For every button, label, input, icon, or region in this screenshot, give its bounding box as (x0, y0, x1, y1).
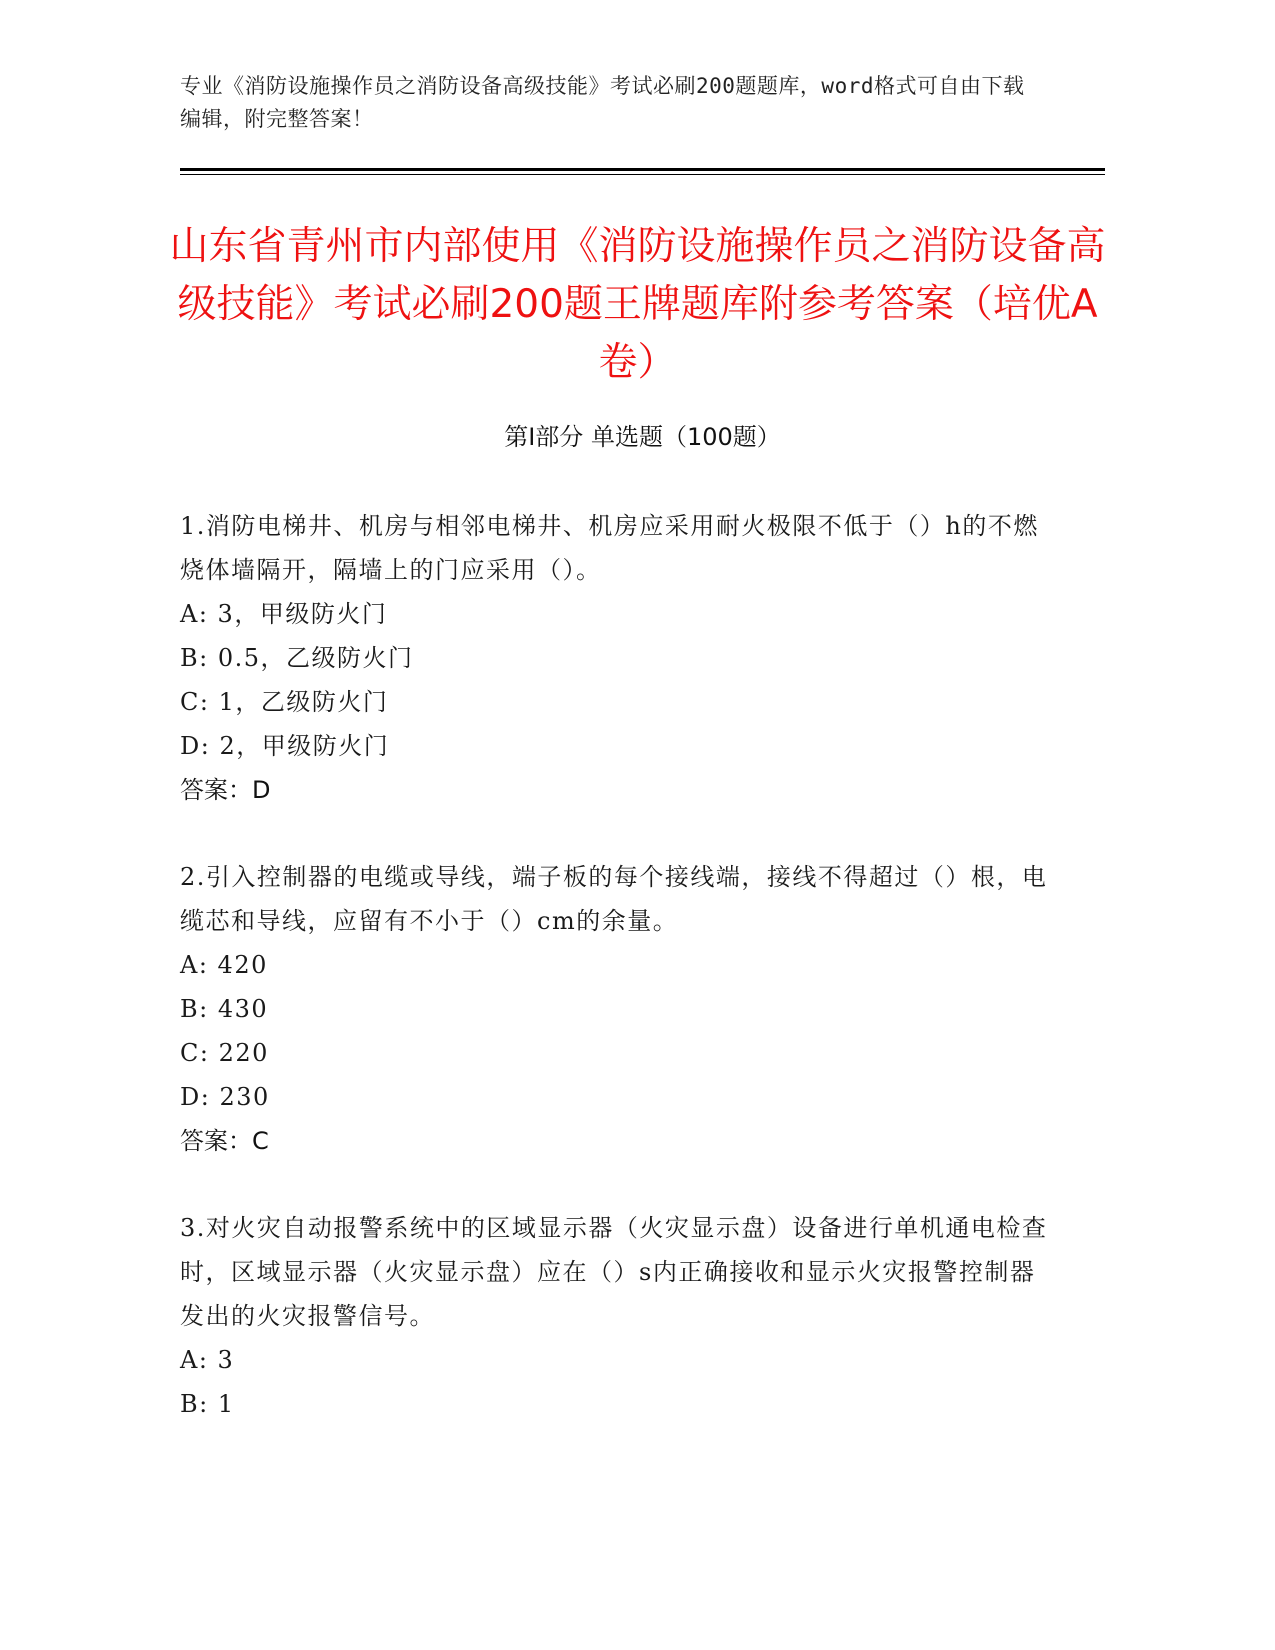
question-stem: 3.对火灾自动报警系统中的区域显示器（火灾显示盘）设备进行单机通电检查时，区域显示器（火灾显示盘）应在（）s内正确接收和显示火灾报警控制器发出的火灾报警信号。 (180, 1214, 1048, 1330)
header-divider-thick (180, 168, 1105, 171)
option-c: C: 1，乙级防火门 (180, 688, 389, 716)
question-list (180, 504, 1050, 1469)
question-stem: 2.引入控制器的电缆或导线，端子板的每个接线端，接线不得超过（）根，电缆芯和导线，应留有不小于（）cm的余量。 (180, 863, 1048, 935)
header-divider-thin (180, 174, 1105, 175)
option-a: A: 420 (180, 951, 268, 979)
option-d: D: 230 (180, 1083, 270, 1111)
option-d: D: 2，甲级防火门 (180, 732, 390, 760)
section-heading: 第I部分 单选题（100题） (504, 423, 781, 451)
answer-label: 答案：D (180, 776, 271, 804)
option-a: A: 3，甲级防火门 (180, 600, 388, 628)
option-b: B: 1 (180, 1390, 235, 1418)
answer-label: 答案：C (180, 1127, 269, 1155)
option-b: B: 0.5，乙级防火门 (180, 644, 414, 672)
document-title: 山东省青州市内部使用《消防设施操作员之消防设备高级技能》考试必刷200题王牌题库附参考答案（培优A卷） (169, 224, 1106, 385)
option-a: A: 3 (180, 1346, 235, 1374)
question-1 (180, 504, 1050, 812)
question-stem: 1.消防电梯井、机房与相邻电梯井、机房应采用耐火极限不低于（）h的不燃烧体墙隔开，隔墙上的门应采用（）。 (180, 512, 1039, 584)
question-3 (180, 1206, 1050, 1426)
question-2 (180, 855, 1050, 1163)
option-c: C: 220 (180, 1039, 269, 1067)
header-note: 专业《消防设施操作员之消防设备高级技能》考试必刷200题题库，word格式可自由下载编辑，附完整答案！ (180, 74, 1025, 131)
option-b: B: 430 (180, 995, 269, 1023)
